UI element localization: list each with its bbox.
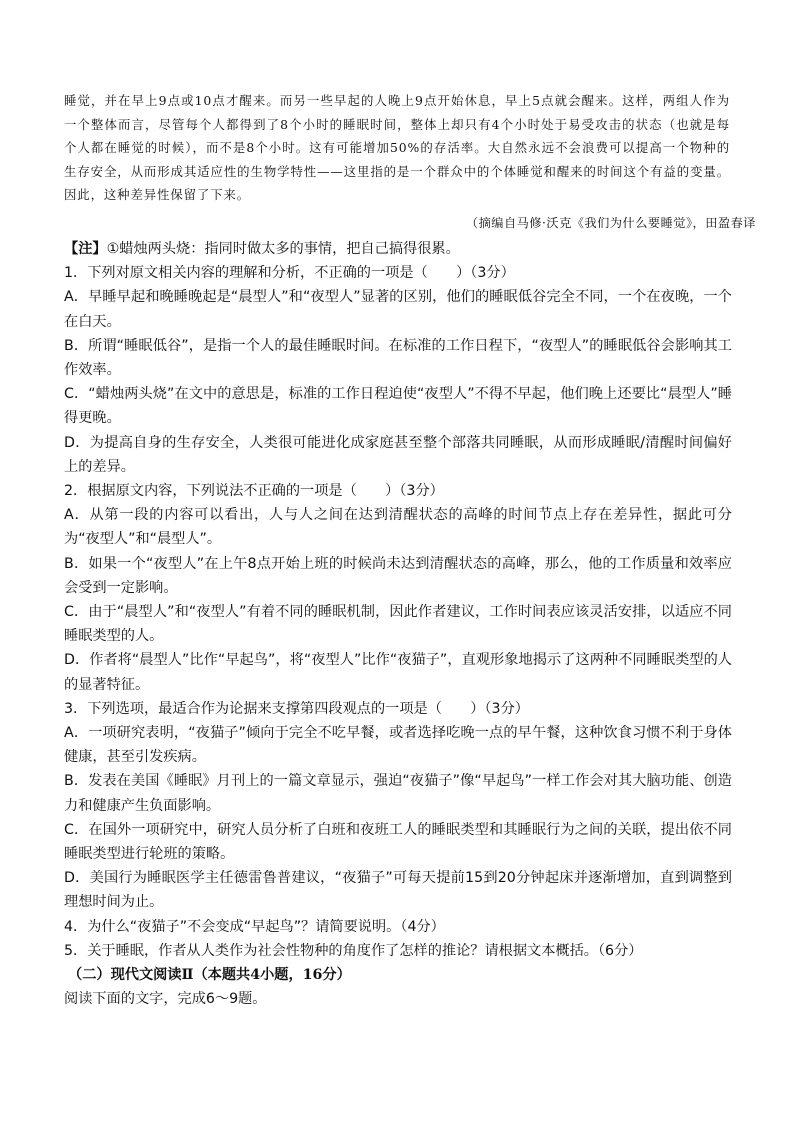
questions-area bbox=[64, 237, 732, 1012]
passage-source: （摘编自马修·沃克《我们为什么要睡觉》，田盈春译 bbox=[465, 216, 756, 230]
section-title: （二）现代文阅读Ⅱ（本题共4小题，16分） bbox=[68, 967, 351, 984]
question-2-option-d: D．作者将“晨型人”比作“早起鸟”，将“夜型人”比作“夜猫子”，直观形象地揭示了这两种不同睡眠类型的人的显著特征。 bbox=[64, 652, 732, 693]
question-5-stem: 5．关于睡眠，作者从人类作为社会性物种的角度作了怎样的推论？请根据文本概括。（6分） bbox=[64, 942, 643, 959]
question-1-option-d: D．为提高自身的生存安全，人类很可能进化成家庭甚至整个部落共同睡眠，从而形成睡眠/清醒时间偏好上的差异。 bbox=[64, 434, 732, 475]
section-instruction: 阅读下面的文字，完成6～9题。 bbox=[64, 991, 267, 1008]
question-3-option-c: C．在国外一项研究中，研究人员分析了白班和夜班工人的睡眠类型和其睡眠行为之间的关联，提出依不同睡眠类型进行轮班的策略。 bbox=[64, 821, 732, 863]
question-1-stem: 1．下列对原文相关内容的理解和分析，不正确的一项是（ ）（3分） bbox=[64, 265, 515, 282]
question-3-stem: 3．下列选项，最适合作为论据来支撑第四段观点的一项是（ ）（3分） bbox=[64, 700, 529, 717]
passage-excerpt bbox=[64, 89, 730, 207]
question-3-option-a: A．一项研究表明，“夜猫子”倾向于完全不吃早餐，或者选择吃晚一点的早午餐，这种饮食习惯不利于身体健康，甚至引发疾病。 bbox=[64, 725, 732, 766]
footnote bbox=[64, 237, 732, 261]
passage-text: 睡觉，并在早上9点或10点才醒来。而另一些早起的人晚上9点开始休息，早上5点就会醒来。这样，两组人作为一个整体而言，尽管每个人都得到了8个小时的睡眠时间，整体上却只有4个小时处于易受攻击的状态（也就是每个人都在睡觉的时候），而不是8个小时。这有可能增加50%的存活率。大自然永远不会浪费可以提高一个物种的生存安全，从而形成其适应性的生物学特性——这里指的是一个群众中的个体睡觉和醒来的时间这个有益的变量。因此，这种差异性保留了下来。 bbox=[64, 93, 730, 202]
question-2-option-b: B．如果一个“夜型人”在上午8点开始上班的时候尚未达到清醒状态的高峰，那么，他的工作质量和效率应会受到一定影响。 bbox=[64, 555, 732, 596]
question-3-option-b: B．发表在美国《睡眠》月刊上的一篇文章显示，强迫“夜猫子”像“早起鸟”一样工作会对其大脑功能、创造力和健康产生负面影响。 bbox=[64, 773, 732, 814]
question-1-option-c: C．“蜡烛两头烧”在文中的意思是，标准的工作日程迫使“夜型人”不得不早起，他们晚上还要比“晨型人”睡得更晚。 bbox=[64, 386, 732, 427]
question-2-option-c: C．由于“晨型人”和“夜型人”有着不同的睡眠机制，因此作者建议，工作时间表应该灵活安排，以适应不同睡眠类型的人。 bbox=[64, 604, 732, 645]
question-4-stem: 4．为什么“夜猫子”不会变成“早起鸟”？请简要说明。（4分） bbox=[64, 918, 445, 935]
question-1-option-a: A．早睡早起和晚睡晚起是“晨型人”和“夜型人”显著的区别，他们的睡眠低谷完全不同，一个在夜晚，一个在白天。 bbox=[64, 289, 732, 330]
footnote-label: 【注】 bbox=[64, 241, 107, 257]
footnote-text: ①蜡烛两头烧：指同时做太多的事情，把自己搞得很累。 bbox=[106, 241, 460, 257]
question-2-stem: 2．根据原文内容，下列说法不正确的一项是（ ）（3分） bbox=[64, 483, 444, 500]
question-3-option-d: D．美国行为睡眠医学主任德雷鲁普建议，“夜猫子”可每天提前15到20分钟起床并逐渐增加，直到调整到理想时间为止。 bbox=[64, 870, 732, 911]
question-1-option-b: B．所谓“睡眠低谷”，是指一个人的最佳睡眠时间。在标准的工作日程下，“夜型人”的睡眠低谷会影响其工作效率。 bbox=[64, 337, 732, 379]
question-2-option-a: A．从第一段的内容可以看出，人与人之间在达到清醒状态的高峰的时间节点上存在差异性，据此可分为“夜型人”和“晨型人”。 bbox=[64, 507, 732, 548]
